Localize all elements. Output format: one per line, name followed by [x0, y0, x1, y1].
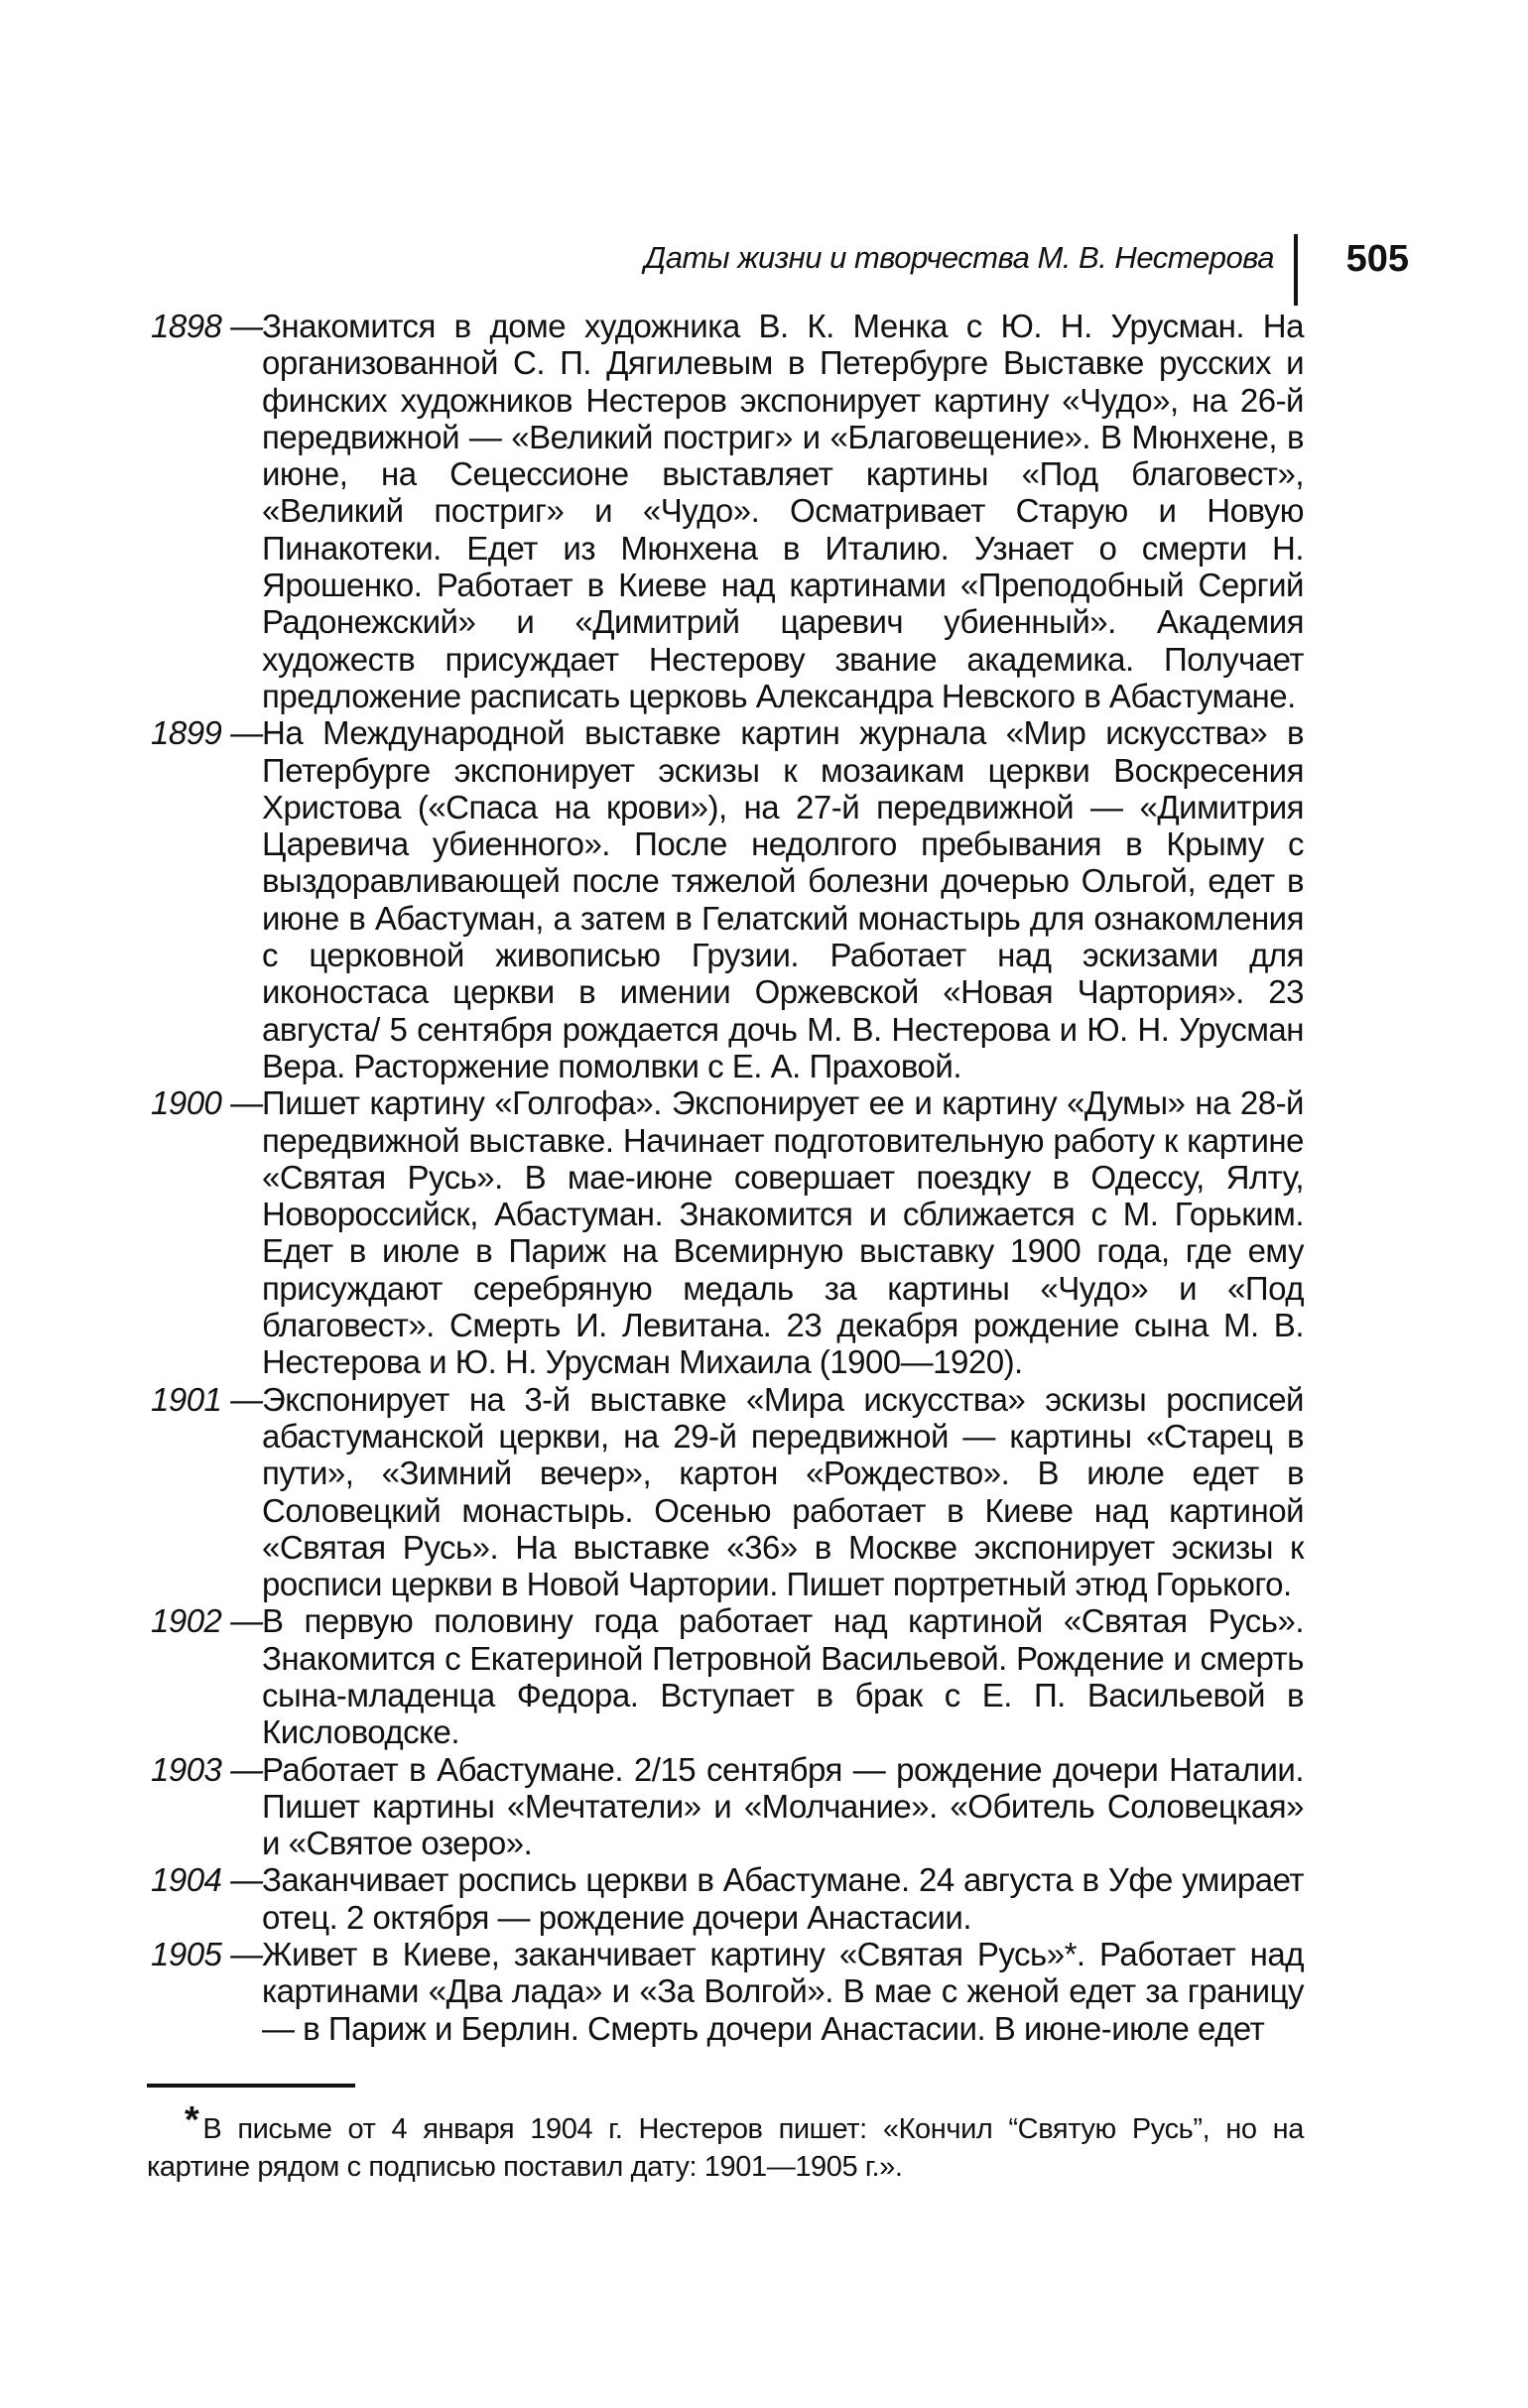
entry-text: Живет в Киеве, заканчивает картину «Святая Русь»*. Работает над картинами «Два лада» и «За Волгой». В мае с женой едет за границу — в Париж и Берлин. Смерть дочери Анастасии. В июне-июле едет — [262, 1936, 1304, 2047]
chronology-entry — [147, 714, 1304, 1084]
entry-year: 1904 — — [151, 1861, 263, 1899]
entry-text: Знакомится в доме художника В. К. Менка с Ю. Н. Урусман. На организованной С. П. Дягилевым в Петербурге Выставке русских и финских художников Нестеров экспонирует картину «Чудо», на 26-й передвижной — «Великий постриг» и «Благовещение». В Мюнхене, в июне, на Сецессионе выставляет картины «Под благовест», «Великий постриг» и «Чудо». Осматривает Старую и Новую Пинакотеки. Едет из Мюнхена в Италию. Узнает о смерти Н. Ярошенко. Работает в Киеве над картинами «Преподобный Сергий Радонежский» и «Димитрий царевич убиенный». Академия художеств присуждает Нестерову звание академика. Получает предложение расписать церковь Александра Невского в Абастумане. — [262, 308, 1304, 714]
entry-year: 1900 — — [151, 1084, 263, 1122]
entry-year: 1901 — — [151, 1380, 263, 1418]
entry-year: 1903 — — [151, 1750, 263, 1788]
entry-text: Работает в Абастумане. 2/15 сентября — рождение дочери Наталии. Пишет картины «Мечтатели» и «Молчание». «Обитель Соловецкая» и «Святое озеро». — [262, 1750, 1304, 1862]
chronology-entry — [147, 308, 1304, 714]
chronology-entry — [147, 1861, 1304, 1936]
footnote — [147, 2101, 1304, 2186]
entry-text: На Международной выставке картин журнала «Мир искусства» в Петербурге экспонирует эскизы к мозаикам церкви Воскресения Христова («Спаса на крови»), на 27-й передвижной — «Димитрия Царевича убиенного». После недолгого пребывания в Крыму с выздоравливающей после тяжелой болезни дочерью Ольгой, едет в июне в Абастуман, а затем в Гелатский монастырь для ознакомления с церковной живописью Грузии. Работает над эскизами для иконостаса церкви в имении Оржевской «Новая Чартория». 23 августа/ 5 сентября рождается дочь М. В. Нестерова и Ю. Н. Урусман Вера. Расторжение помолвки с Е. А. Праховой. — [262, 714, 1304, 1084]
chronology-entry — [147, 1936, 1304, 2047]
entry-year: 1898 — — [151, 308, 263, 344]
chronology-entry — [147, 1084, 1304, 1380]
chronology-entries — [147, 308, 1304, 2047]
footnote-text: В письме от 4 января 1904 г. Нестеров пишет: «Кончил “Святую Русь”, но на картине рядом с подписью поставил дату: 1901—1905 г.». — [147, 2113, 1304, 2183]
footnote-rule — [147, 2084, 355, 2088]
running-header — [595, 234, 1409, 306]
entry-text: Заканчивает роспись церкви в Абастумане. 24 августа в Уфе умирает отец. 2 октября — рождение дочери Анастасии. — [262, 1861, 1304, 1936]
entry-year: 1902 — — [151, 1602, 263, 1640]
header-rule — [1294, 234, 1298, 306]
entry-year: 1905 — — [151, 1936, 263, 1973]
chronology-entry — [147, 1602, 1304, 1750]
entry-year: 1899 — — [151, 714, 263, 752]
running-title: Даты жизни и творчества М. В. Нестерова — [644, 240, 1274, 275]
page-number: 505 — [1345, 238, 1409, 280]
entry-text: Пишет картину «Голгофа». Экспонирует ее и картину «Думы» на 28-й передвижной выставке. Начинает подготовительную работу к картине «Святая Русь». В мае-июне совершает поездку в Одессу, Ялту, Новороссийск, Абастуман. Знакомится и сближается с М. Горьким. Едет в июле в Париж на Всемирную выставку 1900 года, где ему присуждают серебряную медаль за картины «Чудо» и «Под благовест». Смерть И. Левитана. 23 декабря рождение сына М. В. Нестерова и Ю. Н. Урусман Михаила (1900—1920). — [262, 1084, 1304, 1381]
entry-text: Экспонирует на 3-й выставке «Мира искусства» эскизы росписей абастуманской церкви, на 29-й передвижной — картины «Старец в пути», «Зимний вечер», картон «Рождество». В июле едет в Соловецкий монастырь. Осенью работает в Киеве над картиной «Святая Русь». На выставке «36» в Москве экспонирует эскизы к росписи церкви в Новой Чартории. Пишет портретный этюд Горького. — [262, 1380, 1304, 1603]
chronology-entry — [147, 1381, 1304, 1603]
chronology-entry — [147, 1751, 1304, 1862]
entry-text: В первую половину года работает над картиной «Святая Русь». Знакомится с Екатериной Петровной Васильевой. Рождение и смерть сына-младенца Федора. Вступает в брак с Е. П. Васильевой в Кисловодске. — [262, 1602, 1304, 1751]
footnote-mark: * — [185, 2099, 199, 2141]
